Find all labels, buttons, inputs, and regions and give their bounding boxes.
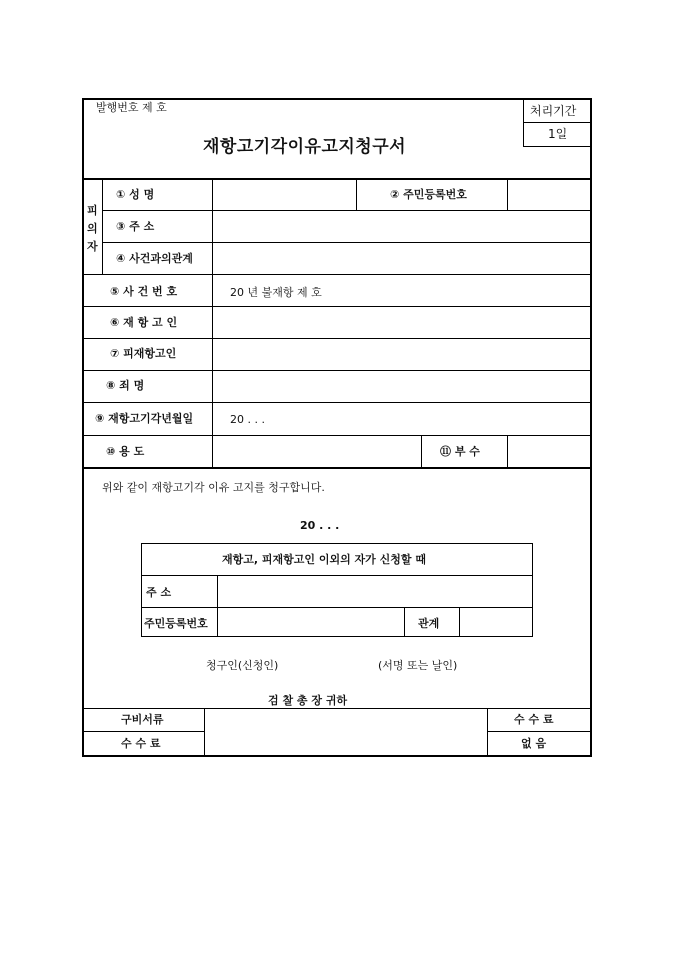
deadline-box-bottom [523,146,591,147]
row-line-2 [102,242,591,243]
copies-value-divider [507,435,508,468]
copies-label: ⑪ 부 수 [440,445,480,458]
frame-top [82,98,591,100]
suspect-side-label-2: 의 [87,222,98,235]
frame-right [590,98,592,757]
dismissal-date-value: 20 . . . [230,413,265,426]
footer-left-divider [204,708,205,756]
respondent-label: ⑦ 피재항고인 [110,347,177,360]
footer-left-row [82,731,204,732]
address-label: ③ 주 소 [116,220,155,233]
fee-label: 수 수 료 [121,737,161,750]
claimant-label: 청구인(신청인) [206,659,279,672]
third-party-relation-label: 관계 [418,617,440,630]
frame-left [82,98,84,757]
third-party-resident-label: 주민등록번호 [144,617,208,630]
row-line-4 [82,306,591,307]
resident-label: ② 주민등록번호 [390,188,467,201]
footer-right-row [487,731,591,732]
third-party-relation-right [459,607,460,637]
row-line-3 [82,274,591,275]
deadline-value: 1일 [548,127,568,141]
row-line-1 [102,210,591,211]
documents-label: 구비서류 [121,713,164,726]
deadline-box-mid [523,122,591,123]
relation-label: ④ 사건과의관계 [116,252,193,265]
purpose-label: ⑩ 용 도 [106,445,145,458]
addressee: 검 찰 총 장 귀하 [268,694,348,707]
name-label: ① 성 명 [116,188,155,201]
name-resident-divider [356,178,357,211]
header-divider [82,178,591,180]
footer-right-divider [487,708,488,756]
fee-value: 없 음 [521,737,547,750]
request-date: 20 . . . [300,519,340,532]
resident-value-divider [507,178,508,211]
purpose-copies-divider [421,435,422,468]
request-statement: 위와 같이 재항고기각 이유 고지를 청구합니다. [102,481,325,494]
row-line-6 [82,370,591,371]
row-line-5 [82,338,591,339]
dismissal-date-label: ⑨ 재항고기각년월일 [95,412,194,425]
suspect-side-label-3: 자 [87,240,98,253]
third-party-relation-left [404,607,405,637]
label-column-divider-top [212,178,213,468]
third-party-row-2 [141,607,533,608]
deadline-label: 처리기간 [530,104,577,118]
suspect-side-label-1: 피 [87,204,98,217]
page-title: 재항고기각이유고지청구서 [203,137,407,157]
frame-bottom [82,755,591,757]
suspect-side-divider [102,178,103,274]
charge-label: ⑧ 죄 명 [106,379,145,392]
appellant-label: ⑥ 재 항 고 인 [110,316,178,329]
row-line-9 [82,467,591,469]
row-line-7 [82,402,591,403]
third-party-header: 재항고, 피재항고인 이외의 자가 신청할 때 [222,553,426,566]
issue-number: 발행번호 제 호 [96,101,167,114]
third-party-address-label: 주 소 [146,586,172,599]
third-party-row-1 [141,575,533,576]
third-party-label-divider [217,575,218,637]
case-number-label: ⑤ 사 건 번 호 [110,285,178,298]
row-line-8 [82,435,591,436]
sign-note: (서명 또는 날인) [378,659,458,672]
case-number-value: 20 년 불재항 제 호 [230,286,322,299]
fee-right-label: 수 수 료 [514,713,554,726]
footer-top [82,708,591,709]
